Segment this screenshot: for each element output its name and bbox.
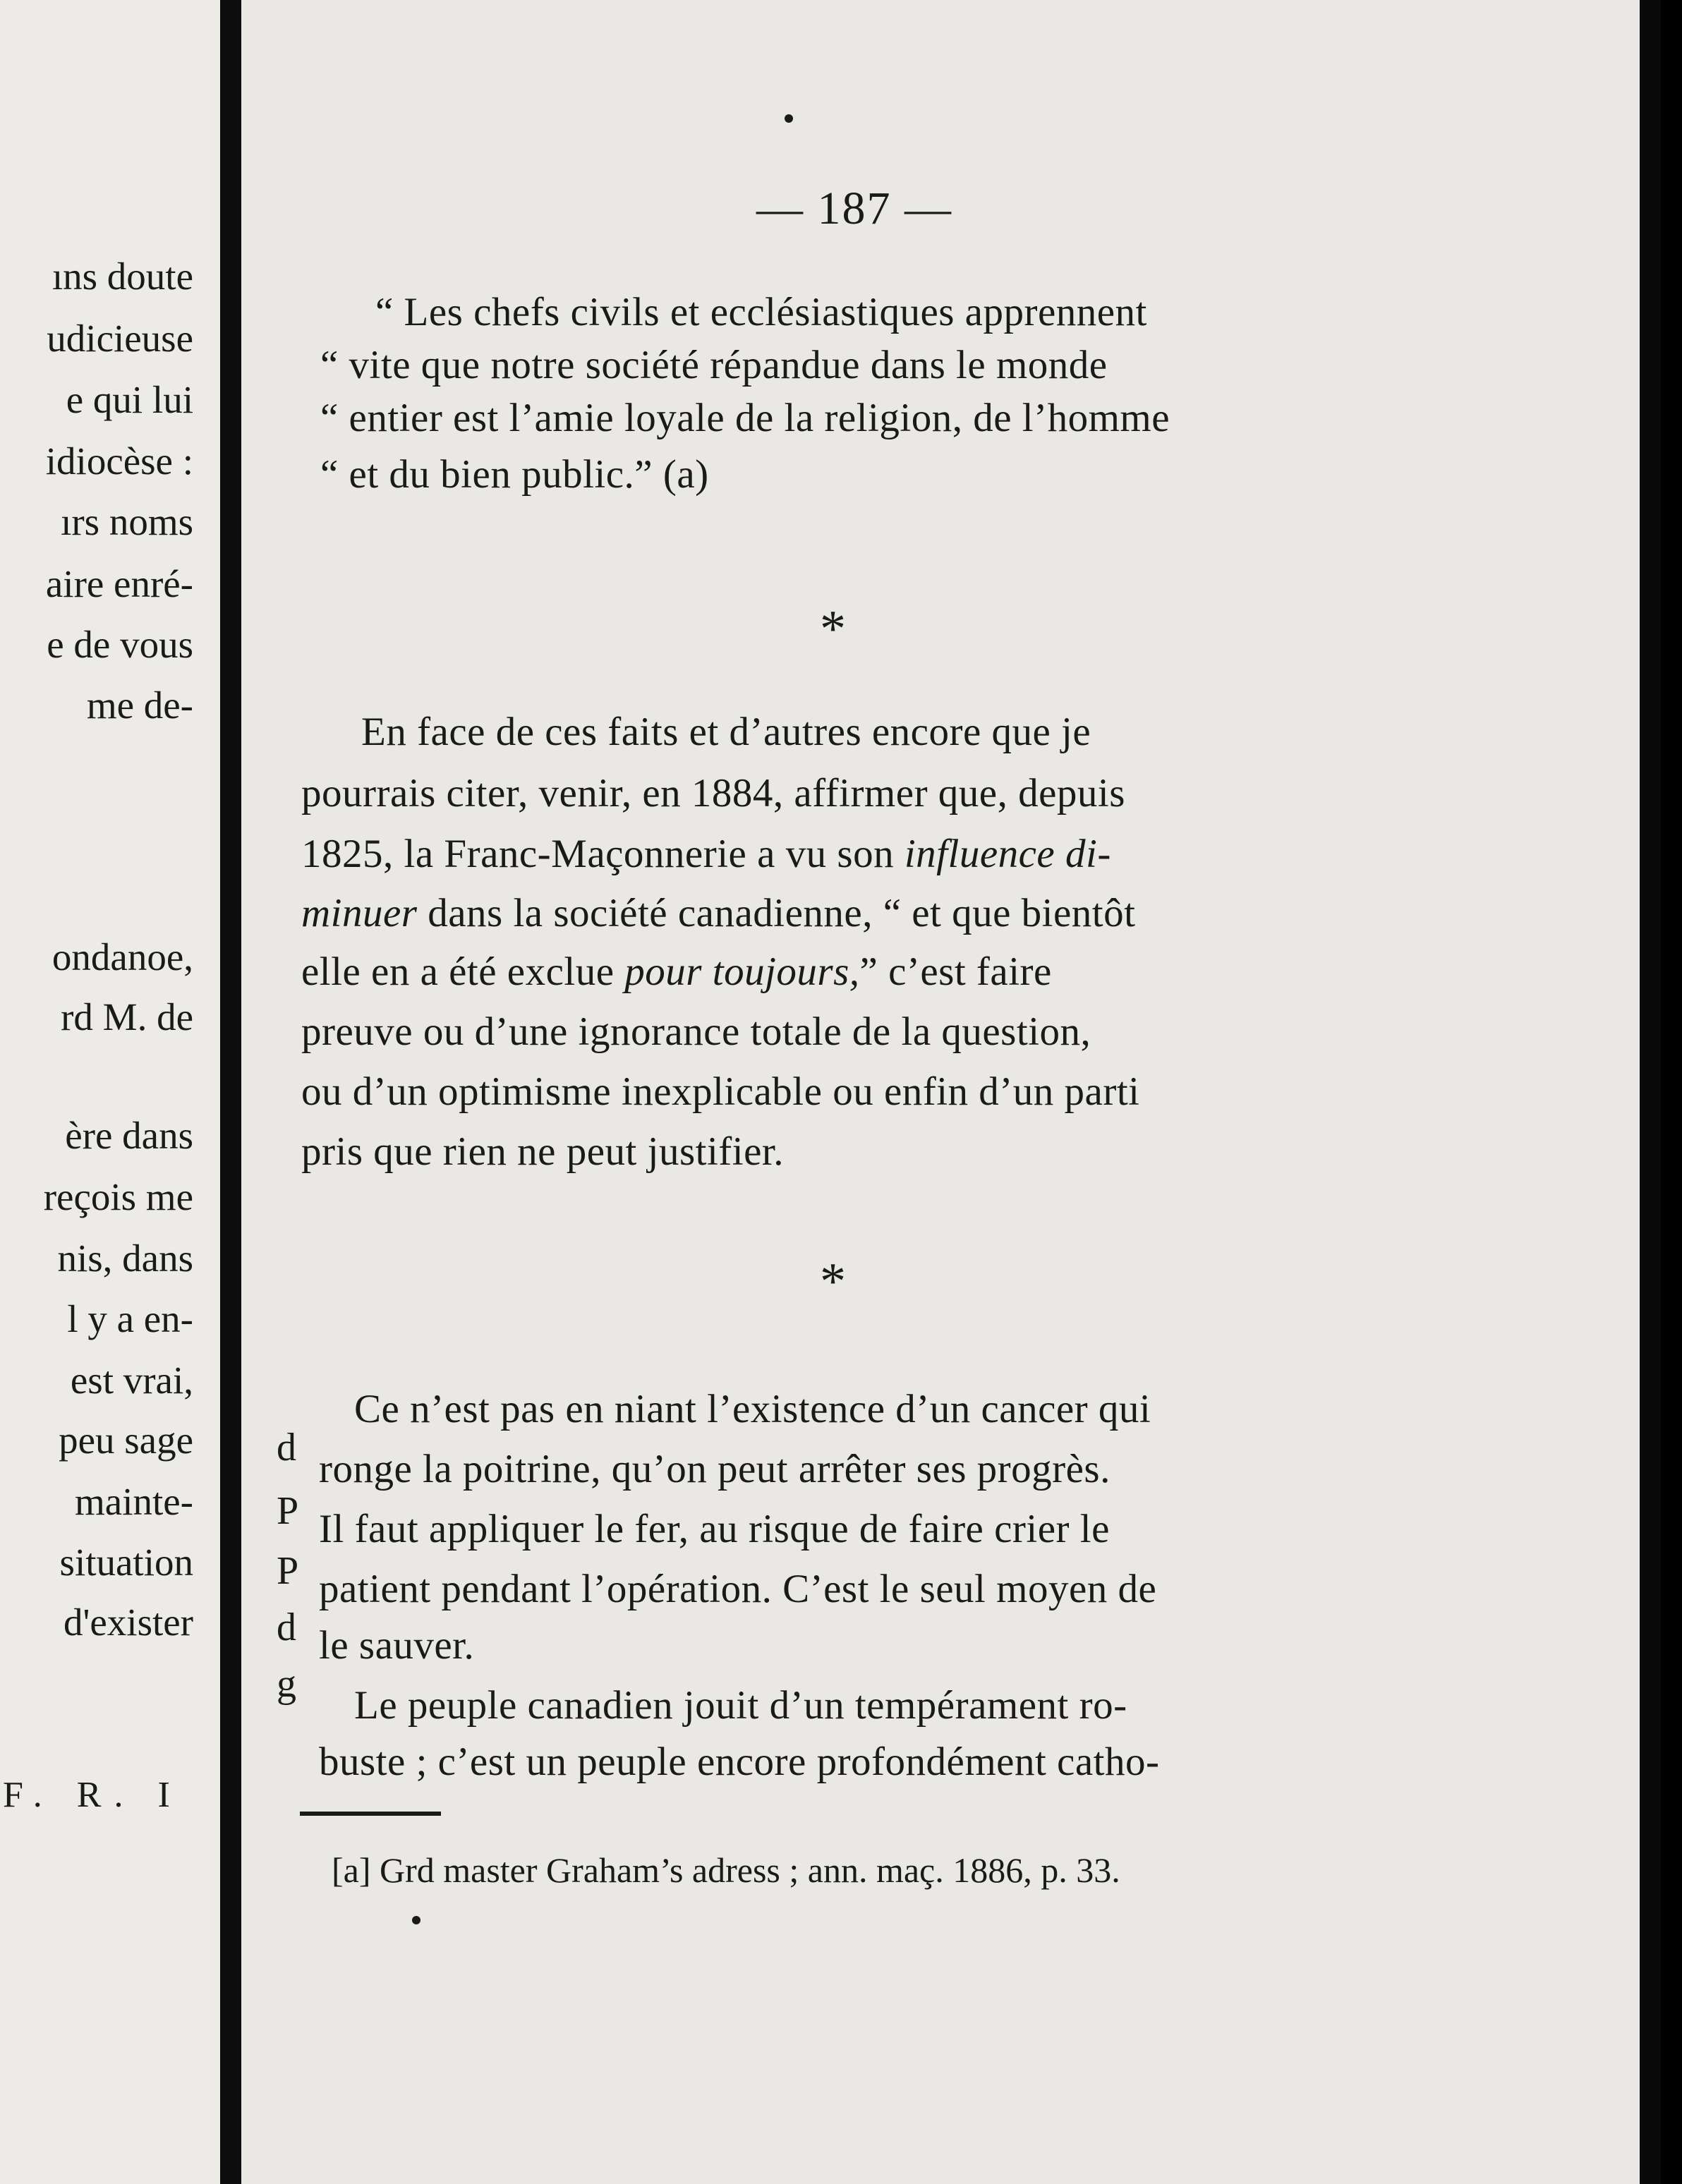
left-page-line: idiocèse :	[45, 439, 193, 483]
left-page-line: d'exister	[63, 1601, 193, 1644]
text-run: ” c’est faire	[859, 950, 1052, 994]
left-page-line: est vrai,	[70, 1359, 193, 1402]
paragraph-line: pris que rien ne peut justifier.	[301, 1129, 784, 1174]
paragraph-line: Ce n’est pas en niant l’existence d’un cancer qui	[354, 1387, 1151, 1431]
left-page-line: e de vous	[47, 623, 193, 666]
page-number: — 187 —	[756, 183, 952, 234]
section-separator: *	[820, 1253, 846, 1311]
left-page-line: reçois me	[43, 1175, 193, 1218]
page-edge	[1640, 0, 1661, 2184]
italic-phrase: influence di-	[904, 832, 1111, 876]
left-page-line: ère dans	[65, 1114, 193, 1157]
paragraph-line: Il faut appliquer le fer, au risque de faire crier le	[319, 1507, 1110, 1551]
left-page-line: me de-	[86, 684, 193, 727]
quote-line: “ vite que notre société répandue dans le monde	[320, 343, 1108, 387]
italic-phrase: minuer	[301, 891, 418, 935]
margin-letter: d	[277, 1606, 296, 1649]
book-gutter	[220, 0, 241, 2184]
paragraph-line: ou d’un optimisme inexplicable ou enfin d’un parti	[301, 1069, 1140, 1114]
paragraph-line: En face de ces faits et d’autres encore que je	[361, 710, 1091, 754]
paragraph-line: preuve ou d’une ignorance totale de la question,	[301, 1009, 1091, 1054]
quote-line: “ Les chefs civils et ecclésiastiques apprennent	[375, 290, 1147, 334]
footnote-rule	[300, 1812, 441, 1816]
left-page-line: peu sage	[59, 1419, 193, 1462]
paragraph-line: ronge la poitrine, qu’on peut arrêter ses progrès.	[319, 1447, 1111, 1491]
left-page-line: udicieuse	[47, 317, 193, 360]
signature: F. R. I	[3, 1775, 183, 1815]
left-page-line: ırs noms	[61, 500, 193, 543]
left-page-line: ıns doute	[52, 255, 193, 298]
left-page-line: l y a en-	[67, 1297, 193, 1340]
left-page-line: rd M. de	[61, 995, 193, 1038]
section-separator: *	[820, 600, 846, 658]
paragraph-line: le sauver.	[319, 1623, 475, 1668]
left-page-line: nis, dans	[57, 1237, 193, 1280]
paragraph-line	[301, 890, 1135, 936]
text-run: 1825, la Franc-Maçonnerie a vu son	[301, 832, 895, 876]
left-page-line: situation	[59, 1541, 193, 1584]
left-page	[0, 0, 220, 2184]
margin-letter: d	[277, 1426, 296, 1469]
paragraph-line	[301, 949, 1052, 995]
left-page-line: aire enré-	[45, 562, 193, 605]
footnote: [a] Grd master Graham’s adress ; ann. maç. 1886, p. 33.	[332, 1850, 1120, 1890]
text-run: dans la société canadienne, “ et que bientôt	[428, 891, 1136, 935]
margin-letter: P	[277, 1489, 299, 1533]
text-run: elle en a été exclue	[301, 950, 615, 994]
right-page	[241, 0, 1661, 2184]
quote-line: “ et du bien public.” (a)	[320, 452, 709, 497]
paragraph-line: buste ; c’est un peuple encore profondément catho-	[319, 1740, 1160, 1784]
speck	[412, 1916, 420, 1924]
margin-letter: g	[277, 1662, 296, 1706]
italic-phrase: pour toujours,	[624, 950, 860, 994]
margin-letter: P	[277, 1549, 299, 1593]
paragraph-line: Le peuple canadien jouit d’un tempérament ro-	[354, 1683, 1127, 1728]
left-page-line: ondanoe,	[52, 935, 193, 978]
left-page-line: mainte-	[75, 1480, 193, 1523]
paragraph-line	[301, 831, 1111, 877]
paragraph-line: pourrais citer, venir, en 1884, affirmer que, depuis	[301, 771, 1125, 815]
speck	[785, 114, 793, 123]
left-page-line: e qui lui	[66, 378, 193, 421]
paragraph-line: patient pendant l’opération. C’est le seul moyen de	[319, 1567, 1157, 1611]
quote-line: “ entier est l’amie loyale de la religion, de l’homme	[320, 396, 1170, 440]
